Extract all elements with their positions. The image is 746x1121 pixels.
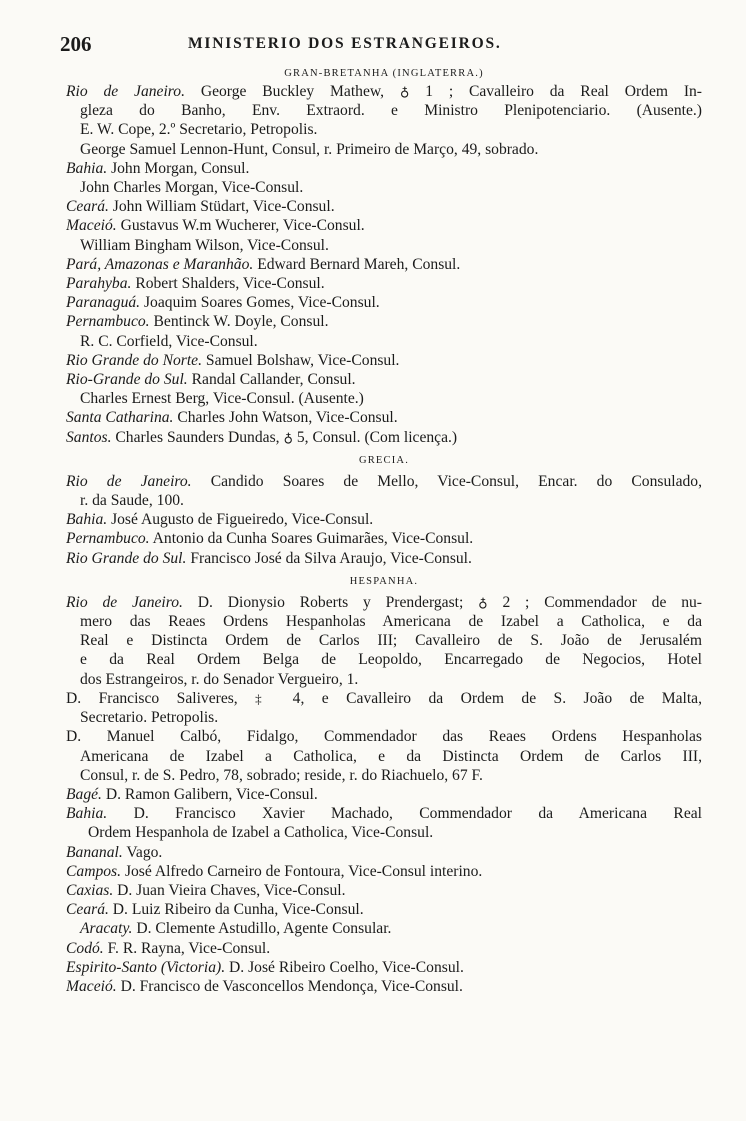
entry-line: Parahyba. Robert Shalders, Vice-Consul. xyxy=(66,275,325,293)
order-insignia-icon: ♁ xyxy=(399,84,410,99)
entry-line: Maceió. D. Francisco de Vasconcellos Mendonça, Vice-Consul. xyxy=(66,977,463,995)
entry-line: r. da Saude, 100. xyxy=(80,492,184,510)
entry-line: mero das Reaes Ordens Hespanholas Americana de Izabel a Catholica, e da xyxy=(80,613,702,631)
entry-line: Rio Grande do Sul. Francisco José da Silva Araujo, Vice-Consul. xyxy=(66,549,472,567)
entry-line: e da Real Ordem Belga de Leopoldo, Encarregado de Negocios, Hotel xyxy=(80,651,702,669)
entry-line: Caxias. D. Juan Vieira Chaves, Vice-Consul. xyxy=(66,881,346,899)
entry-line: Secretario. Petropolis. xyxy=(80,709,219,727)
entry-line: John Charles Morgan, Vice-Consul. xyxy=(80,179,304,197)
entry-line: Espirito-Santo (Victoria). D. José Ribeiro Coelho, Vice-Consul. xyxy=(66,958,464,976)
entry-line: Bahia. José Augusto de Figueiredo, Vice-Consul. xyxy=(66,511,374,529)
entry-line: Bagé. D. Ramon Galibern, Vice-Consul. xyxy=(66,785,318,803)
entry-line: Real e Distincta Ordem de Carlos III; Cavalleiro de S. João de Jerusalém xyxy=(80,632,702,650)
entry-line: Rio-Grande do Sul. Randal Callander, Consul. xyxy=(66,371,356,389)
entry-line: Pará, Amazonas e Maranhão. Edward Bernard Mareh, Consul. xyxy=(66,255,461,273)
entry-line: Americana de Izabel a Catholica, e da Distincta Ordem de Carlos III, xyxy=(80,747,702,765)
entry-line: D. Francisco Saliveres, ‡ 4, e Cavalleiro da Ordem de S. João de Malta, xyxy=(66,689,702,707)
entry-line: William Bingham Wilson, Vice-Consul. xyxy=(80,236,329,254)
entry-line: Ceará. D. Luiz Ribeiro da Cunha, Vice-Consul. xyxy=(66,901,364,919)
entry-line: Rio de Janeiro. D. Dionysio Roberts y Prendergast; ♁ 2 ; Commendador de nu- xyxy=(66,593,702,611)
page-content xyxy=(66,66,702,996)
entry-line: D. Manuel Calbó, Fidalgo, Commendador das Reaes Ordens Hespanholas xyxy=(66,728,702,746)
entry-line: Pernambuco. Antonio da Cunha Soares Guimarães, Vice-Consul. xyxy=(66,530,474,548)
section-heading-gran-bretanha: GRAN-BRETANHA (INGLATERRA.) xyxy=(284,68,484,79)
entry-line: Campos. José Alfredo Carneiro de Fontoura, Vice-Consul interino. xyxy=(66,862,483,880)
entry-line: Santa Catharina. Charles John Watson, Vice-Consul. xyxy=(66,409,398,427)
page-number: 206 xyxy=(60,32,92,56)
page-title: MINISTERIO DOS ESTRANGEIROS. xyxy=(188,35,502,52)
entry-line: Bananal. Vago. xyxy=(66,843,163,861)
entry-line: R. C. Corfield, Vice-Consul. xyxy=(80,332,258,350)
order-insignia-icon: ♁ xyxy=(478,594,488,610)
entry-line: Consul, r. de S. Pedro, 78, sobrado; reside, r. do Riachuelo, 67 F. xyxy=(80,766,483,784)
entry-line: E. W. Cope, 2.º Secretario, Petropolis. xyxy=(80,121,318,139)
entry-line: dos Estrangeiros, r. do Senador Vergueiro, 1. xyxy=(80,670,359,688)
entry-line: Codó. F. R. Rayna, Vice-Consul. xyxy=(66,939,271,957)
section-heading-grecia: GRECIA. xyxy=(358,454,410,466)
entry-line: Paranaguá. Joaquim Soares Gomes, Vice-Consul. xyxy=(66,294,380,312)
entry-line: Rio de Janeiro. Candido Soares de Mello, Vice-Consul, Encar. do Consulado, xyxy=(66,472,702,490)
entry-line: Ordem Hespanhola de Izabel a Catholica, Vice-Consul. xyxy=(88,824,434,842)
page-header xyxy=(60,32,700,56)
entry-line: Bahia. D. Francisco Xavier Machado, Commendador da Americana Real xyxy=(66,805,702,823)
order-insignia-icon: ♁ xyxy=(283,429,293,445)
entry-line: Aracaty. D. Clemente Astudillo, Agente Consular. xyxy=(80,920,392,938)
entry-line: Santos. Charles Saunders Dundas, ♁ 5, Consul. (Com licença.) xyxy=(66,428,458,446)
entry-line: gleza do Banho, Env. Extraord. e Ministro Plenipotenciario. (Ausente.) xyxy=(80,102,702,120)
entry-line: Pernambuco. Bentinck W. Doyle, Consul. xyxy=(66,313,329,331)
entry-line: Rio Grande do Norte. Samuel Bolshaw, Vice-Consul. xyxy=(66,351,400,369)
entry-line: Rio de Janeiro. George Buckley Mathew, ♁ 1 ; Cavalleiro da Real Ordem In- xyxy=(66,83,702,100)
section-heading-hespanha: HESPANHA. xyxy=(349,575,419,587)
entry-line: Ceará. John William Stüdart, Vice-Consul. xyxy=(66,198,335,216)
entry-line: Maceió. Gustavus W.m Wucherer, Vice-Consul. xyxy=(66,217,365,235)
entry-line: George Samuel Lennon-Hunt, Consul, r. Primeiro de Março, 49, sobrado. xyxy=(80,140,539,158)
entry-line: Bahia. John Morgan, Consul. xyxy=(66,159,250,177)
cross-mark-icon: ‡ xyxy=(255,690,276,706)
entry-line: Charles Ernest Berg, Vice-Consul. (Ausente.) xyxy=(80,390,364,408)
